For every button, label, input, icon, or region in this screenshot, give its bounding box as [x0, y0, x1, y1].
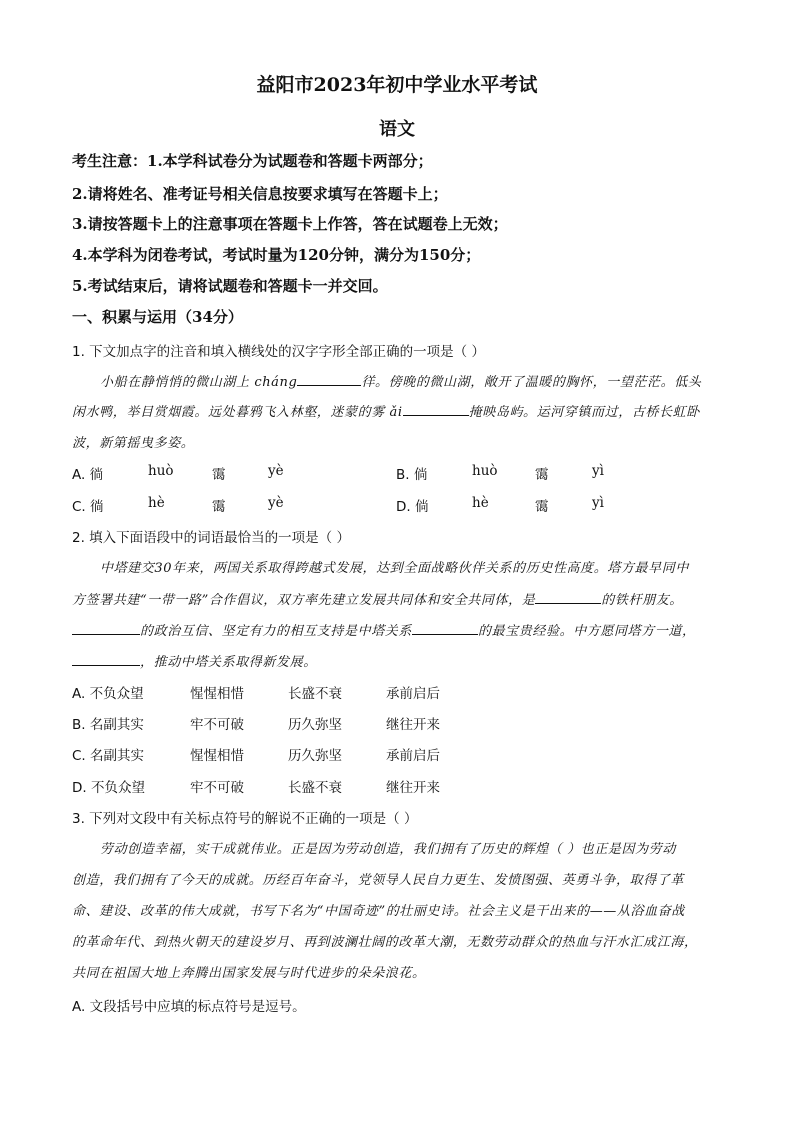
exam-title: 益阳市2023年初中学业水平考试 [256, 74, 538, 96]
q1-option-d: D. 倘 [396, 499, 429, 515]
q3-passage-line-4: 的革命年代、到热火朝天的建设岁月、再到波澜壮阔的改革大潮，无数劳动群众的热血与汗水汇成江海， [72, 935, 698, 950]
q1-option-b: B. 倘 [396, 467, 428, 483]
q1-passage-line-1 [100, 371, 701, 390]
q2-stem: 2. 填入下面语段中的词语最恰当的一项是（ ） [72, 530, 350, 546]
q1-option-d-char: 霭 [535, 499, 549, 515]
q1-option-b-char: 霭 [535, 467, 549, 483]
q2-option-c-word2: 惺惺相惜 [190, 748, 244, 764]
notice-line-4: 4.本学科为闭卷考试，考试时量为120分钟，满分为150分； [72, 246, 481, 264]
subject-title: 语文 [379, 119, 415, 140]
q2-option-b-word4: 继往开来 [386, 717, 440, 733]
q2-passage-text: 方签署共建“一带一路”合作倡议，双方率先建立发展共同体和安全共同体，是 [72, 593, 536, 608]
q1-option-c-pinyin2: yè [268, 495, 284, 511]
q2-passage-line-3 [72, 620, 696, 639]
q2-option-c-word3: 历久弥坚 [288, 748, 342, 764]
q3-option-a: A. 文段括号中应填的标点符号是逗号。 [72, 999, 306, 1015]
q1-passage-text: 小船在静悄悄的微山湖上 cháng [100, 375, 298, 390]
q1-passage-line-2 [72, 401, 700, 420]
answer-blank [72, 622, 140, 635]
q3-stem: 3. 下列对文段中有关标点符号的解说不正确的一项是（ ） [72, 811, 418, 827]
q2-passage-text: ，推动中塔关系取得新发展。 [140, 655, 317, 670]
q2-option-a-word4: 承前启后 [386, 686, 440, 702]
answer-blank [412, 622, 478, 635]
q2-option-b-word3: 历久弥坚 [288, 717, 342, 733]
notice-line-2: 2.请将姓名、准考证号相关信息按要求填写在答题卡上； [72, 185, 448, 203]
q2-option-a: A. 不负众望 [72, 686, 144, 702]
q3-passage-line-2: 创造，我们拥有了今天的成就。历经百年奋斗，党领导人民自力更生、发愤图强、英勇斗争，取得了革 [72, 873, 685, 888]
q1-option-b-pinyin2: yì [592, 463, 604, 479]
q2-option-b: B. 名副其实 [72, 717, 144, 733]
q2-option-d-word4: 继往开来 [386, 780, 440, 796]
q2-option-c: C. 名副其实 [72, 748, 145, 764]
q2-option-a-word2: 惺惺相惜 [190, 686, 244, 702]
answer-blank [72, 653, 140, 666]
q1-option-b-pinyin: huò [472, 463, 498, 479]
q2-option-d-word2: 牢不可破 [190, 780, 244, 796]
q2-option-d-word3: 长盛不衰 [288, 780, 342, 796]
answer-blank [535, 591, 601, 604]
q1-option-a-pinyin2: yè [268, 463, 284, 479]
q2-passage-line-1: 中塔建交30年来，两国关系取得跨越式发展，达到全面战略伙伴关系的历史性高度。塔方最早同中 [100, 561, 689, 576]
q3-passage-line-5: 共同在祖国大地上奔腾出国家发展与时代进步的朵朵浪花。 [72, 966, 426, 981]
q1-stem: 1. 下文加点字的注音和填入横线处的汉字字形全部正确的一项是（ ） [72, 344, 485, 360]
q2-passage-text: 的铁杆朋友。 [601, 593, 683, 608]
q2-option-a-word3: 长盛不衰 [288, 686, 342, 702]
q2-option-c-word4: 承前启后 [386, 748, 440, 764]
q2-passage-line-2 [72, 589, 683, 608]
notice-line-3: 3.请按答题卡上的注意事项在答题卡上作答，答在试题卷上无效； [72, 215, 508, 233]
q3-passage-line-1: 劳动创造幸福，实干成就伟业。正是因为劳动创造，我们拥有了历史的辉煌（ ）也正是因为劳动 [100, 842, 676, 857]
q1-passage-line-3: 波，新第摇曳多姿。 [72, 436, 195, 451]
q2-option-d: D. 不负众望 [72, 780, 145, 796]
q1-option-a-pinyin: huò [148, 463, 174, 479]
q1-option-d-pinyin2: yì [592, 495, 604, 511]
q1-passage-text: 闲水鸭，举目赏烟霞。远处暮鸦飞入林壑，迷蒙的雾 ǎi [72, 405, 403, 420]
q1-option-c-pinyin: hè [148, 495, 165, 511]
q2-passage-text: 的最宝贵经验。中方愿同塔方一道， [478, 624, 696, 639]
q1-option-c-char: 霭 [212, 499, 226, 515]
q2-option-b-word2: 牢不可破 [190, 717, 244, 733]
answer-blank [403, 403, 469, 416]
q1-option-a-char: 霭 [212, 467, 226, 483]
q1-passage-text: 徉。傍晚的微山湖，敞开了温暖的胸怀，一望茫茫。低头 [361, 375, 702, 390]
notice-line-5: 5.考试结束后，请将试题卷和答题卡一并交回。 [72, 277, 388, 295]
q2-passage-line-4 [72, 651, 317, 670]
notice-line-1: 考生注意：1.本学科试卷分为试题卷和答题卡两部分； [72, 152, 433, 170]
answer-blank [297, 373, 361, 386]
q1-option-d-pinyin: hè [472, 495, 489, 511]
q1-option-c: C. 徜 [72, 499, 104, 515]
section-heading: 一、积累与运用（34分） [72, 308, 243, 326]
q2-passage-text: 的政治互信、坚定有力的相互支持是中塔关系 [140, 624, 413, 639]
q1-option-a: A. 徜 [72, 467, 104, 483]
q3-passage-line-3: 命、建设、改革的伟大成就，书写下名为“中国奇迹”的壮丽史诗。社会主义是干出来的——从浴血奋战 [72, 904, 685, 919]
q1-passage-text: 掩映岛屿。运河穿镇而过，古桥长虹卧 [468, 405, 700, 420]
